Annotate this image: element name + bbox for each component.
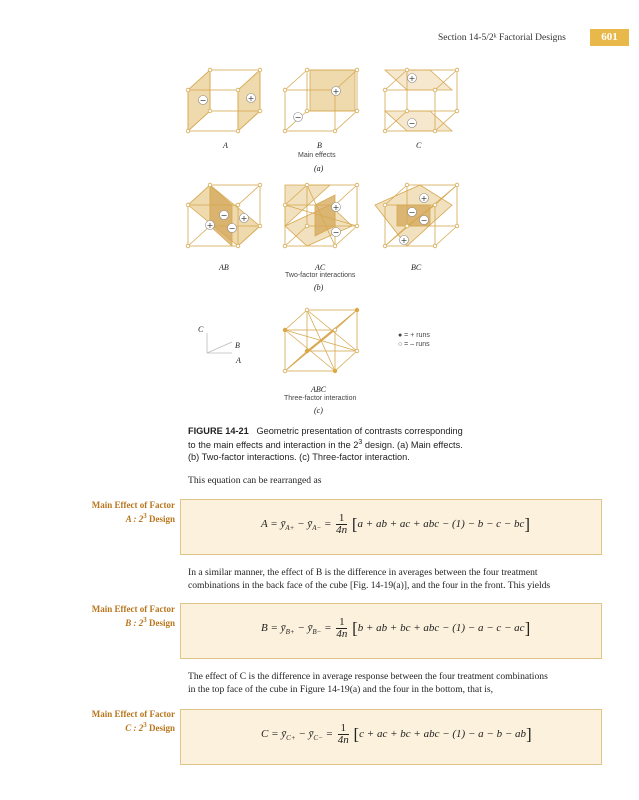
- equation-b: $B = ȳ_{B+}$ − $ȳ_{B-}$ = $\frac{1}{4n}$ [b + ab + bc + abc − (1) − a − c − ac]: [261, 616, 531, 640]
- minus-sign-icon: [220, 211, 229, 221]
- caption-label: FIGURE 14-21: [188, 426, 249, 436]
- svg-text:−: −: [220, 211, 228, 220]
- label-ab: AB: [219, 263, 229, 272]
- svg-text:+: +: [206, 221, 214, 230]
- minus-sign-icon: [420, 216, 429, 226]
- minus-sign-icon: [228, 224, 237, 234]
- svg-text:+: +: [408, 74, 416, 83]
- svg-text:−: −: [332, 228, 340, 237]
- margin-note-b: Main Effect of Factor B : $2^3$ Design: [91, 604, 175, 628]
- plus-sign-icon: [420, 194, 429, 204]
- minus-sign-icon: [199, 96, 208, 106]
- plus-sign-icon: [332, 87, 341, 97]
- plus-sign-icon: [408, 74, 417, 84]
- legend-plus-runs: ● = + runs: [398, 332, 430, 339]
- minus-sign-icon: [294, 113, 303, 123]
- paragraph-3: The effect of C is the difference in average response between the four treatment combinations in the top face of the cube in Figure 14-19(a) and the four in the bottom, that is,: [188, 671, 548, 695]
- row-c-title: Three-factor interaction: [284, 395, 357, 402]
- label-abc: ABC: [311, 385, 327, 394]
- row-a-title: Main effects: [298, 152, 336, 159]
- running-header: Section 14-5/2ᵏ Factorial Designs: [438, 33, 566, 43]
- margin-note-c: Main Effect of Factor C : $2^3$ Design: [91, 709, 175, 733]
- svg-text:+: +: [240, 214, 248, 223]
- paragraph-1: This equation can be rearranged as: [188, 475, 322, 486]
- label-a: A: [223, 141, 228, 150]
- label-ac: AC: [315, 263, 326, 272]
- plus-sign-icon: [332, 203, 341, 213]
- svg-text:−: −: [199, 96, 207, 105]
- svg-text:+: +: [247, 94, 255, 103]
- axis-label-b: B: [235, 341, 240, 350]
- svg-text:+: +: [400, 236, 408, 245]
- minus-sign-icon: [408, 208, 417, 218]
- legend-minus-runs: ○ = – runs: [398, 341, 430, 348]
- margin-note-a: Main Effect of Factor A : $2^3$ Design: [91, 500, 175, 524]
- plus-sign-icon: [247, 94, 256, 104]
- equation-box-c: [180, 709, 602, 765]
- svg-text:−: −: [420, 216, 428, 225]
- label-b: B: [317, 141, 322, 150]
- page-number: 601: [590, 29, 629, 46]
- axis-label-a: A: [236, 356, 241, 365]
- axis-label-c: C: [198, 325, 204, 334]
- equation-c: $C = ȳ_{C+}$ − $ȳ_{C-}$ = $\frac{1}{4n}$ [c + ac + bc + abc − (1) − a − b − ab]: [261, 722, 532, 746]
- equation-box-a: [180, 499, 602, 555]
- row-b-tag: (b): [314, 283, 324, 292]
- svg-text:−: −: [294, 113, 302, 122]
- figure-caption: FIGURE 14-21 Geometric presentation of contrasts corresponding to the main effects and interaction in the $2^3$ design. (a) Main effects. (b) Two-factor interactions. (c) Three-factor interaction.: [188, 426, 463, 463]
- svg-text:−: −: [228, 224, 236, 233]
- plus-sign-icon: [400, 236, 409, 246]
- row-b-title: Two-factor interactions: [285, 272, 356, 279]
- cube-c-bottom-face: [385, 111, 452, 131]
- svg-text:+: +: [420, 194, 428, 203]
- axes-indicator: [207, 333, 232, 353]
- svg-text:+: +: [332, 203, 340, 212]
- svg-text:−: −: [408, 208, 416, 217]
- equation-box-b: [180, 603, 602, 659]
- cube-abc-frame: [285, 310, 357, 371]
- minus-sign-icon: [408, 119, 417, 129]
- label-bc: BC: [411, 263, 422, 272]
- plus-sign-icon: [240, 214, 249, 224]
- row-a-tag: (a): [314, 164, 324, 173]
- minus-sign-icon: [332, 228, 341, 238]
- cube-c-top-face: [385, 70, 452, 90]
- svg-text:+: +: [332, 87, 340, 96]
- equation-a: $A = ȳ_{A+}$ − $ȳ_{A-}$ = $\frac{1}{4n}$ [a + ab + ac + abc − (1) − b − c − bc]: [261, 512, 531, 536]
- svg-text:−: −: [408, 119, 416, 128]
- label-c: C: [416, 141, 422, 150]
- row-c-tag: (c): [314, 406, 323, 415]
- paragraph-2: In a similar manner, the effect of B is the difference in averages between the four treatment combinations in the back face of the cube [Fig. 14-19(a)], and the four in the front. This yields: [188, 567, 551, 591]
- plus-sign-icon: [206, 221, 215, 231]
